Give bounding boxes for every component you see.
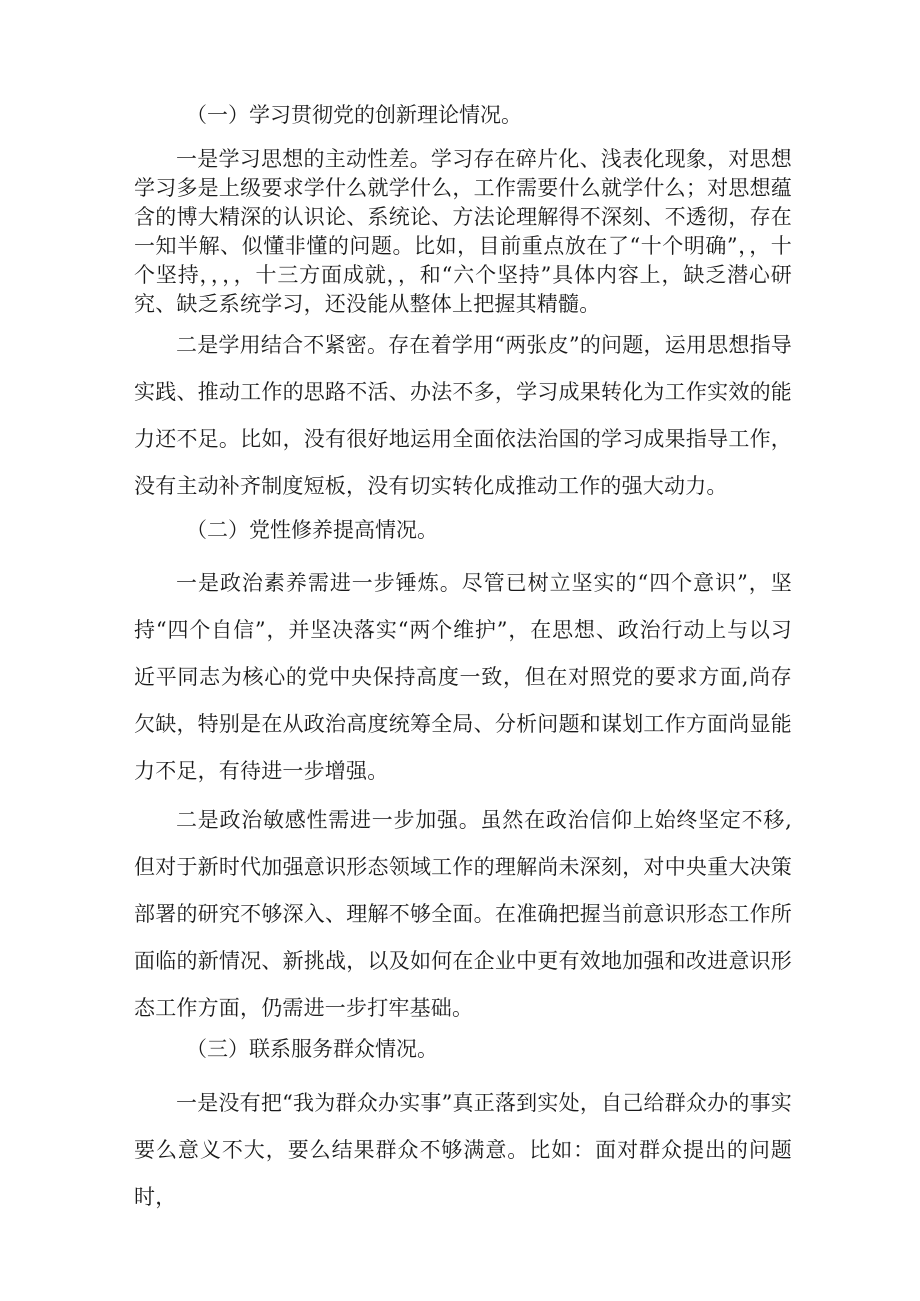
paragraph: 二是政治敏感性需进一步加强。虽然在政治信仰上始终坚定不移,但对于新时代加强意识形态领域工作的理解尚未深刻，对中央重大决策部署的研究不够深入、理解不够全面。在准确把握当前意识形态工作所面临的新情况、新挑战，以及如何在企业中更有效地加强和改进意识形态工作方面，仍需进一步打牢基础。: [134, 808, 792, 1020]
paragraph: 一是学习思想的主动性差。学习存在碎片化、浅表化现象，对思想学习多是上级要求学什么就学什么，工作需要什么就学什么；对思想蕴含的博大精深的认识论、系统论、方法论理解得不深刻、不透彻，存在一知半解、似懂非懂的问题。比如，目前重点放在了“十个明确”，，十个坚持，，，，十三方面成就，，和“六个坚持”具体内容上，缺乏潜心研究、缺乏系统学习，还没能从整体上把握其精髓。: [134, 147, 792, 316]
section-heading-1: （一）学习贯彻党的创新理论情况。: [186, 103, 522, 127]
paragraph: 二是学用结合不紧密。存在着学用“两张皮”的问题，运用思想指导实践、推动工作的思路不活、办法不多，学习成果转化为工作实效的能力还不足。比如，没有很好地运用全面依法治国的学习成果指导工作，没有主动补齐制度短板，没有切实转化成推动工作的强大动力。: [134, 333, 792, 498]
section-heading-3: （三）联系服务群众情况。: [186, 1037, 438, 1061]
paragraph: 一是政治素养需进一步锤炼。尽管已树立坚实的“四个意识”，坚持“四个自信”，并坚决落实“两个维护”，在思想、政治行动上与以习近平同志为核心的党中央保持高度一致，但在对照党的要求方面,尚存欠缺，特别是在从政治高度统筹全局、分析问题和谋划工作方面尚显能力不足，有待进一步增强。: [134, 571, 792, 783]
paragraph: 一是没有把“我为群众办实事”真正落到实处，自己给群众办的事实要么意义不大，要么结果群众不够满意。比如：面对群众提出的问题时，: [134, 1091, 792, 1209]
section-heading-2: （二）党性修养提高情况。: [186, 518, 438, 542]
